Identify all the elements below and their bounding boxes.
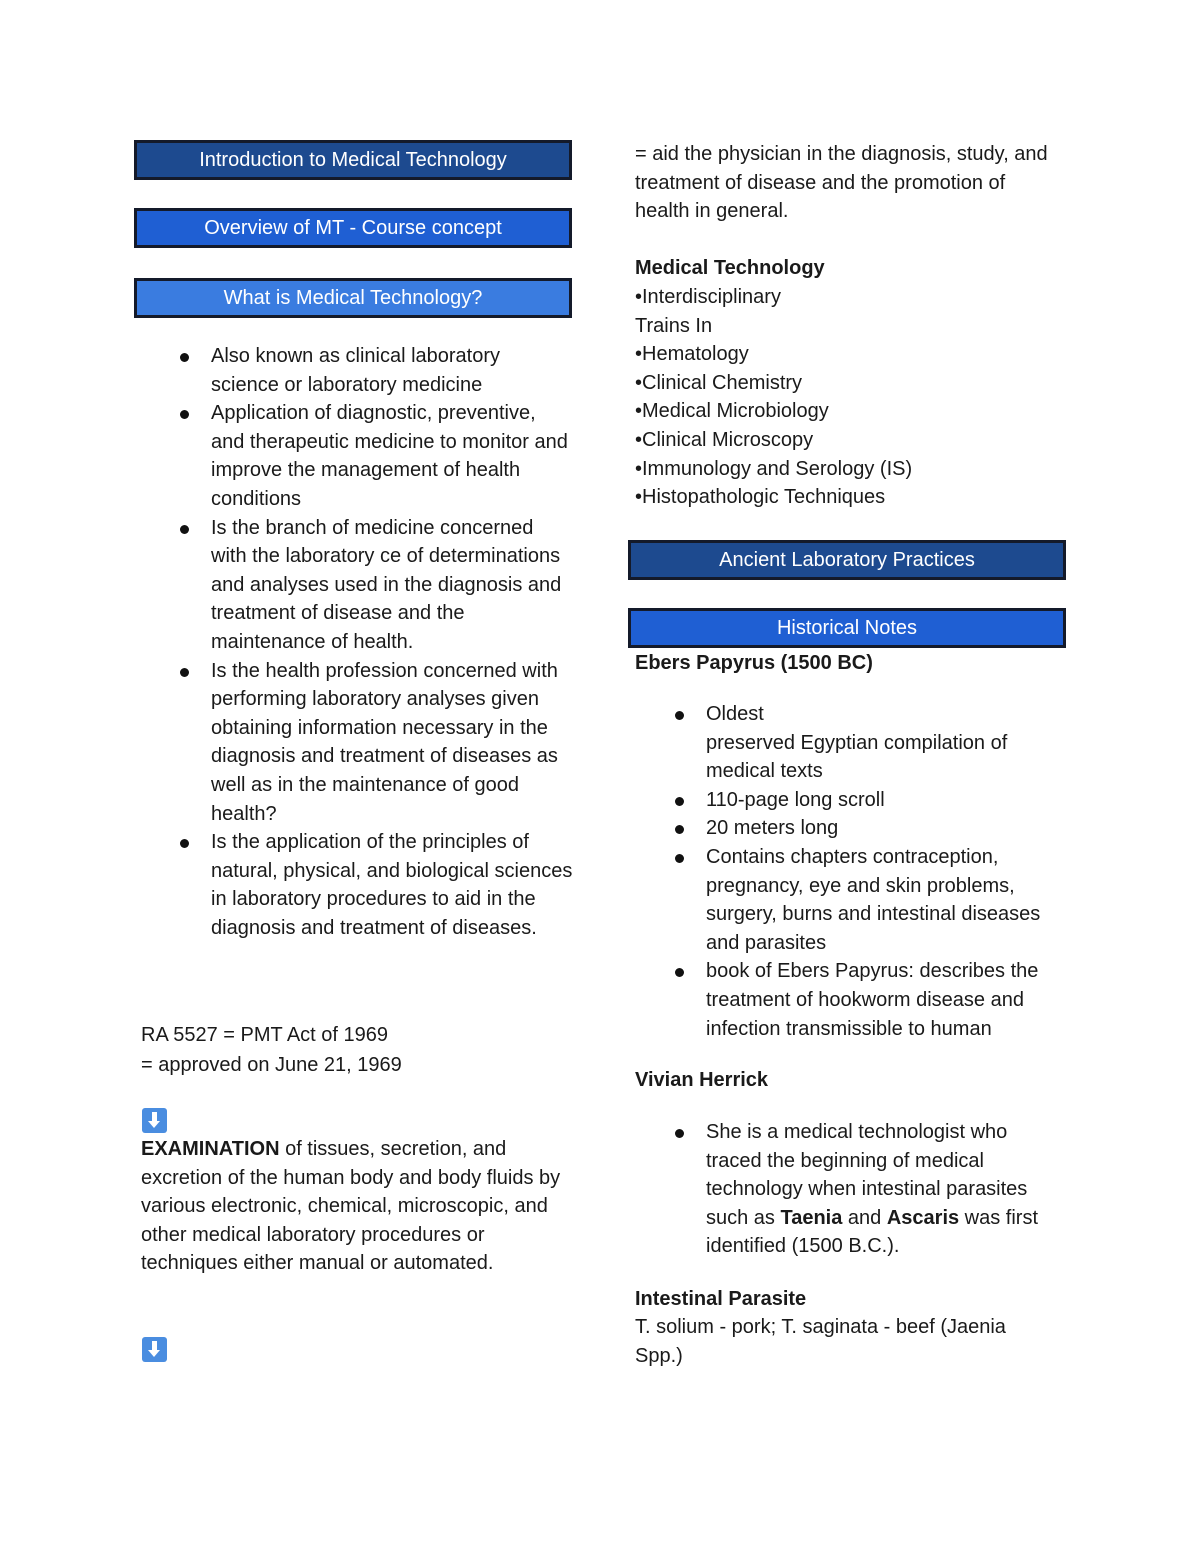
ebers-item-line: preserved Egyptian compilation of medical texts bbox=[706, 731, 1008, 783]
list-item: •Hematology bbox=[635, 343, 749, 366]
vivian-text: was first identified (1500 B.C.). bbox=[706, 1206, 1039, 1258]
list-item: •Interdisciplinary bbox=[635, 286, 781, 308]
list-item: Also known as clinical laboratory science or laboratory medicine bbox=[211, 342, 573, 399]
mt-heading: Medical Technology bbox=[635, 257, 825, 279]
list-item: •Medical Microbiology bbox=[635, 400, 829, 423]
ra-line-2: = approved on June 21, 1969 bbox=[141, 1053, 402, 1076]
ra-line-1: RA 5527 = PMT Act of 1969 bbox=[141, 1024, 389, 1046]
ra-5527-block bbox=[141, 1021, 571, 1079]
banner-historical-notes: Historical Notes bbox=[628, 608, 1066, 648]
list-item: Is the application of the principles of natural, physical, and biological sciences in laboratory procedures to aid in the diagnosis and treatment of diseases. bbox=[211, 828, 573, 942]
list-item: Trains In bbox=[635, 314, 713, 337]
vivian-text: She is a medical technologist who traced the beginning of medical technology when intestinal parasites such as bbox=[706, 1121, 1028, 1229]
parasite-text: T. solium - pork; T. saginata - beef (Jaenia Spp.) bbox=[635, 1316, 1006, 1367]
examination-paragraph bbox=[141, 1135, 573, 1278]
list-item: •Histopathologic Techniques bbox=[635, 486, 886, 509]
parasite-heading: Intestinal Parasite bbox=[635, 1288, 807, 1310]
vivian-heading: Vivian Herrick bbox=[635, 1069, 769, 1091]
taenia-term: Taenia bbox=[780, 1206, 843, 1229]
list-item: book of Ebers Papyrus: describes the treatment of hookworm disease and infection transmissible to human bbox=[706, 957, 1066, 1043]
vivian-list bbox=[706, 1118, 1064, 1261]
list-item: •Immunology and Serology (IS) bbox=[635, 457, 913, 480]
list-item: 110-page long scroll bbox=[706, 786, 1066, 815]
list-item: •Clinical Chemistry bbox=[635, 371, 803, 394]
examination-term: EXAMINATION bbox=[141, 1138, 280, 1160]
ebers-heading: Ebers Papyrus (1500 BC) bbox=[635, 652, 873, 674]
list-item bbox=[706, 1118, 1064, 1261]
banner-intro: Introduction to Medical Technology bbox=[134, 140, 572, 180]
aid-physician-paragraph: = aid the physician in the diagnosis, study, and treatment of disease and the promotion of health in general. bbox=[635, 143, 1048, 223]
list-item: 20 meters long bbox=[706, 814, 1066, 843]
mt-definition-list bbox=[211, 342, 573, 942]
list-item: Contains chapters contraception, pregnancy, eye and skin problems, surgery, burns and intestinal diseases and parasites bbox=[706, 843, 1066, 957]
list-item: •Clinical Microscopy bbox=[635, 428, 814, 451]
list-item bbox=[706, 700, 1066, 786]
list-item: Is the branch of medicine concerned with the laboratory ce of determinations and analyses used in the diagnosis and treatment of disease and the maintenance of health. bbox=[211, 514, 573, 657]
list-item: Is the health profession concerned with performing laboratory analyses given obtaining information necessary in the diagnosis and treatment of diseases as well as in the maintenance of good health? bbox=[211, 657, 573, 829]
banner-what-is-mt: What is Medical Technology? bbox=[134, 278, 572, 318]
ebers-list bbox=[706, 700, 1066, 1043]
list-item: Application of diagnostic, preventive, and therapeutic medicine to monitor and improve the management of health conditions bbox=[211, 399, 573, 513]
vivian-text: and bbox=[842, 1206, 887, 1229]
mt-disciplines-list bbox=[635, 283, 1065, 512]
examination-text: of tissues, secretion, and excretion of the human body and body fluids by various electronic, chemical, microscopic, and other medical laboratory procedures or techniques either manual or automated. bbox=[141, 1138, 561, 1275]
ebers-item-line: Oldest bbox=[706, 703, 764, 725]
banner-ancient-practices: Ancient Laboratory Practices bbox=[628, 540, 1066, 580]
down-arrow-icon bbox=[142, 1337, 167, 1371]
ascaris-term: Ascaris bbox=[886, 1206, 960, 1229]
banner-overview: Overview of MT - Course concept bbox=[134, 208, 572, 248]
